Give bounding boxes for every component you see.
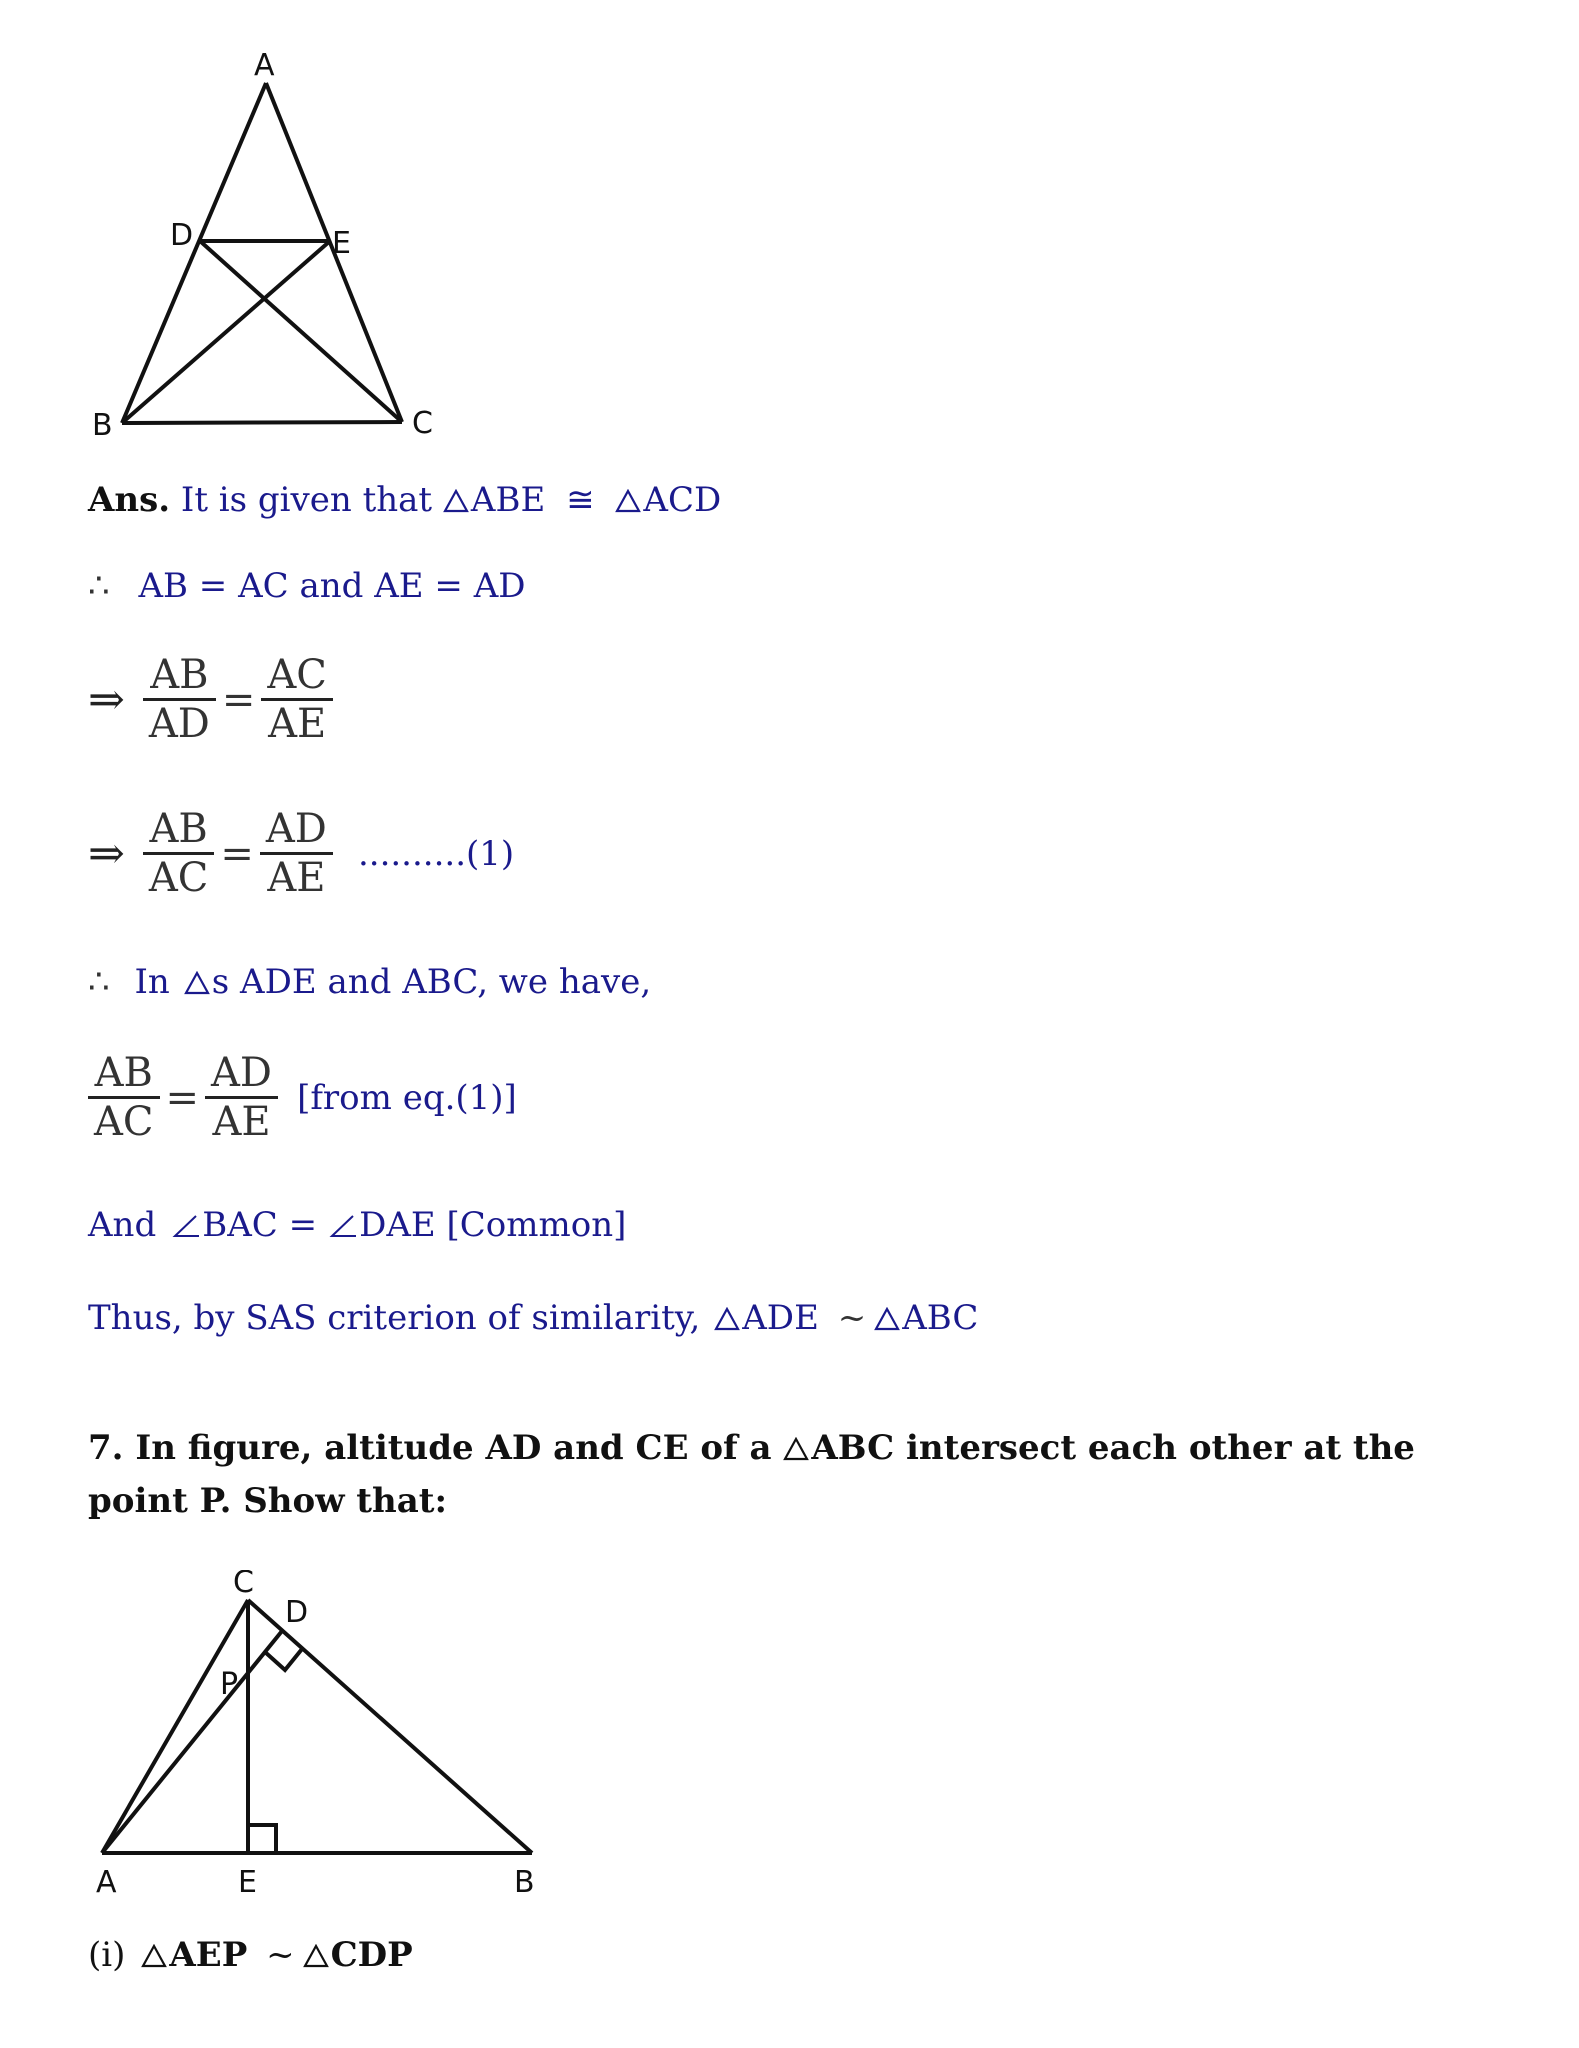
fraction-num: AB — [88, 1050, 160, 1099]
fraction-ab-ac — [88, 1050, 160, 1145]
fig2-right-angle-e — [248, 1825, 276, 1853]
and-text: And — [88, 1205, 157, 1245]
fraction-den: AE — [268, 701, 327, 747]
triangle-icon — [303, 1944, 329, 1968]
fraction-num: AD — [260, 806, 333, 855]
step-triangles-intro — [88, 962, 651, 1002]
given-text: It is given that — [180, 480, 433, 520]
equals-sign: = — [165, 1074, 200, 1121]
triangles-text: s ADE and ABC, we have, — [211, 962, 652, 1002]
fraction-ab-ad — [143, 652, 216, 747]
triangle-icon — [874, 1307, 900, 1331]
fraction-num: AC — [261, 652, 333, 701]
fig1-label-e: E — [332, 226, 351, 261]
fig2-label-a: A — [96, 1865, 117, 1900]
implies-arrow: ⇒ — [88, 828, 125, 879]
triangle-icon — [783, 1437, 809, 1461]
conclusion-text: Thus, by SAS criterion of similarity, — [88, 1298, 701, 1338]
conclusion — [88, 1298, 978, 1338]
similar-symbol: ~ — [837, 1298, 867, 1338]
angle-dae: DAE [Common] — [359, 1205, 627, 1245]
tri-acd: ACD — [643, 480, 722, 520]
triangle-icon — [184, 971, 210, 995]
fraction-ab-ac — [143, 806, 215, 901]
question-7-part-a: 7. In figure, altitude AD and CE of a — [88, 1428, 772, 1468]
triangle-icon — [443, 489, 469, 513]
fraction-den: AE — [267, 855, 326, 901]
part-i-label: (i) — [88, 1935, 126, 1975]
fig1-side-ab — [122, 83, 266, 423]
equal-sides-text: AB = AC and AE = AD — [138, 566, 526, 606]
therefore-symbol: ∴ — [88, 566, 110, 606]
ratio-step-2 — [88, 806, 514, 901]
reason-text: [from eq.(1)] — [297, 1077, 517, 1118]
angle-bac: BAC = — [202, 1205, 318, 1245]
fraction-den: AC — [148, 855, 209, 901]
tri-aep: AEP — [169, 1935, 248, 1975]
fig1-label-c: C — [412, 406, 433, 441]
fig2-right-angle-d — [265, 1649, 302, 1670]
equals-sign: = — [221, 676, 256, 723]
step-common-angle — [88, 1205, 626, 1245]
fig2-label-d: D — [285, 1595, 309, 1630]
fig2-label-b: B — [514, 1865, 535, 1900]
fraction-num: AD — [205, 1050, 278, 1099]
in-text: In — [134, 962, 170, 1002]
step-equal-sides — [88, 566, 526, 606]
fig1-label-d: D — [170, 218, 194, 253]
tri-cdp: CDP — [330, 1935, 413, 1975]
fraction-ad-ae — [205, 1050, 278, 1145]
fraction-num: AB — [143, 806, 215, 855]
fig2-label-c: C — [233, 1570, 254, 1600]
fig2-side-cb — [248, 1600, 532, 1853]
ans-prefix: Ans. — [88, 480, 171, 520]
fraction-num: AB — [143, 652, 216, 701]
triangle-icon — [141, 1944, 167, 1968]
similar-symbol: ~ — [266, 1935, 295, 1975]
implies-arrow: ⇒ — [88, 674, 125, 725]
fig2-side-ac — [102, 1600, 248, 1853]
question-7-part-b: ABC intersect each other at the point P. Show that: — [88, 1428, 1415, 1521]
fraction-ac-ae — [261, 652, 333, 747]
fig2-label-e: E — [238, 1865, 257, 1900]
tri-ade: ADE — [742, 1298, 819, 1338]
ratio-step-1 — [88, 652, 333, 747]
question-7 — [88, 1422, 1518, 1527]
therefore-symbol: ∴ — [88, 962, 110, 1002]
fraction-den: AD — [148, 701, 210, 747]
equation-reference: ..........(1) — [357, 833, 515, 874]
fig1-label-b: B — [92, 408, 113, 443]
tri-abe: ABE — [470, 480, 546, 520]
figure-altitudes-triangle — [90, 1570, 560, 1900]
fraction-den: AC — [94, 1099, 154, 1145]
triangle-icon — [714, 1307, 740, 1331]
part-i — [88, 1935, 413, 1975]
triangle-icon — [615, 489, 641, 513]
tri-abc: ABC — [902, 1298, 979, 1338]
fraction-den: AE — [212, 1099, 271, 1145]
fraction-ad-ae — [260, 806, 333, 901]
angle-icon — [329, 1214, 357, 1238]
equals-sign: = — [220, 830, 254, 877]
fig1-label-a: A — [254, 48, 275, 83]
figure-triangle-abc-de — [90, 45, 460, 445]
angle-icon — [172, 1214, 200, 1238]
fig2-label-p: P — [220, 1667, 239, 1702]
fig2-altitude-ad — [102, 1631, 282, 1853]
ratio-step-3 — [88, 1050, 517, 1145]
fig1-side-bc — [122, 422, 402, 423]
answer-intro — [88, 480, 721, 520]
congruent-symbol: ≅ — [566, 480, 595, 520]
